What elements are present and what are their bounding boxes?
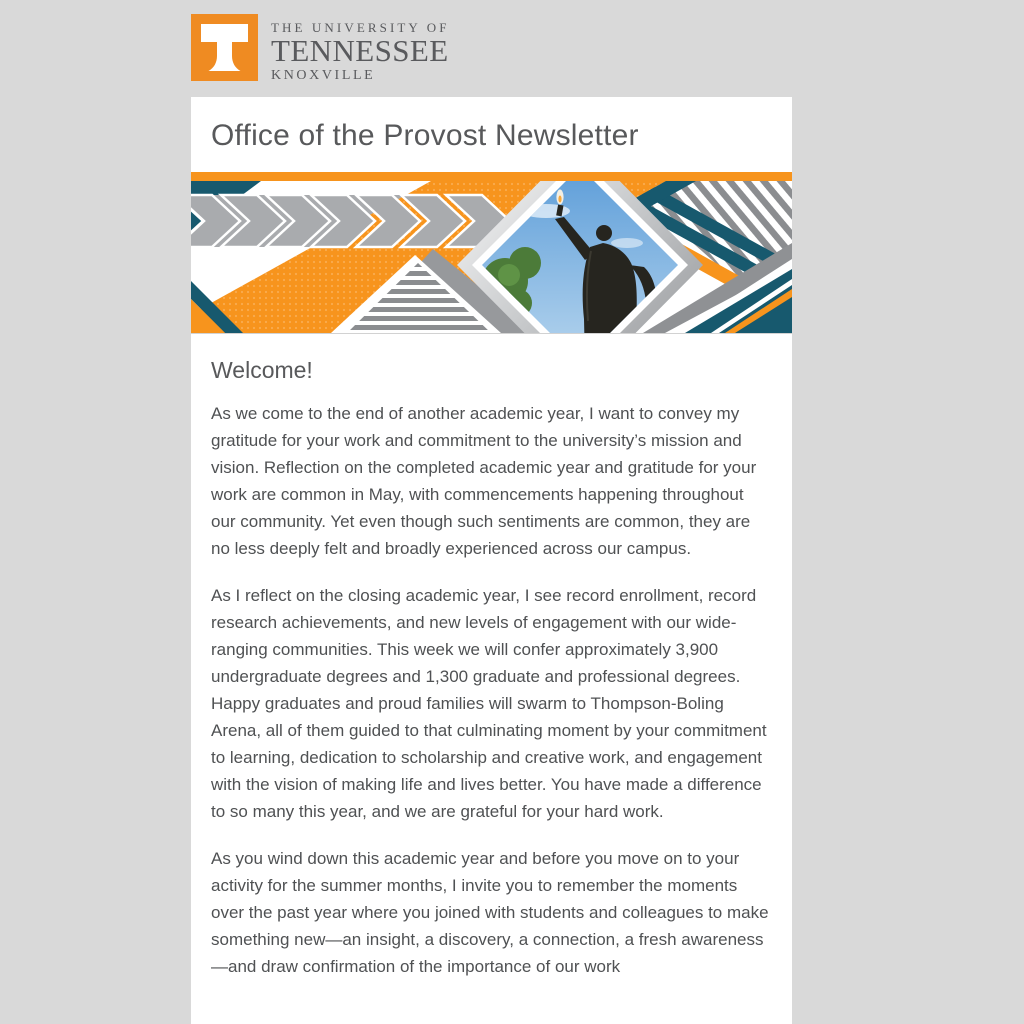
- paragraph-3: As you wind down this academic year and before you move on to your activity for the summer months, I invite you to remember the moments over the past year where you joined with students and colleagues to make something new—an insight, a discovery, a connection, a fresh awareness—and draw confirmation of the importance of our work: [211, 849, 769, 976]
- newsletter-header: [191, 97, 792, 172]
- power-t-icon: [191, 14, 258, 81]
- orange-accent-bar: [191, 172, 792, 181]
- banner-graphic: [191, 181, 792, 333]
- ut-logo: [191, 14, 450, 83]
- logo-line-knoxville: KNOXVILLE: [271, 68, 376, 83]
- page-title: Office of the Provost Newsletter: [211, 119, 639, 152]
- newsletter-article: [191, 357, 792, 1010]
- newsletter-card: [191, 97, 792, 1024]
- ut-logo-wordmark: [271, 14, 450, 83]
- logo-line-university-of: THE UNIVERSITY OF: [271, 20, 450, 35]
- welcome-heading: Welcome!: [211, 357, 313, 383]
- paragraph-2: As I reflect on the closing academic year, I see record enrollment, record research achievements, and new levels of engagement with our wide-ranging communities. This week we will confer approximately 3,900 undergraduate degrees and 1,300 graduate and professional degrees. Happy graduates and proud families will swarm to Thompson-Boling Arena, all of them guided to that culminating moment by your commitment to learning, dedication to scholarship and creative work, and engagement with the vision of making life and lives better. You have made a difference to so many this year, and we are grateful for your hard work.: [211, 586, 767, 821]
- paragraph-1: As we come to the end of another academic year, I want to convey my gratitude for your work and commitment to the university’s mission and vision. Reflection on the completed academic year and gratitude for your work are common in May, with commencements happening throughout our community. Yet even though such sentiments are common, they are no less deeply felt and broadly experienced across our campus.: [211, 404, 757, 558]
- logo-line-tennessee: TENNESSEE: [271, 33, 449, 68]
- newsletter-banner-image: [191, 181, 792, 334]
